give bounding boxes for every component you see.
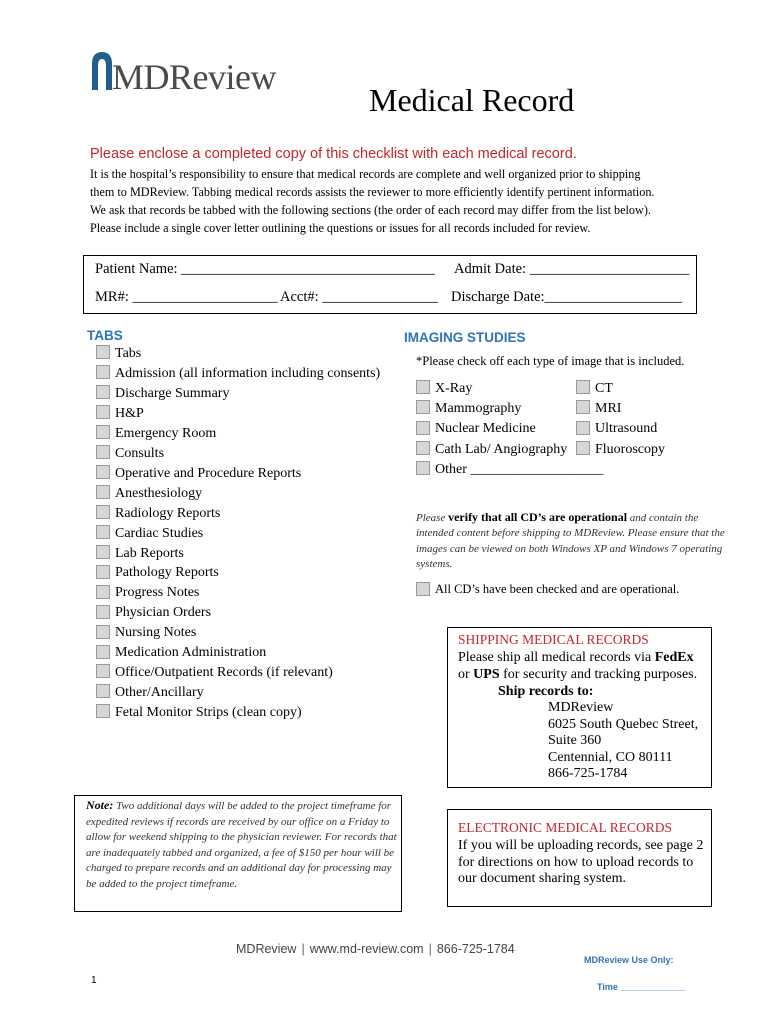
checklist-item-label: Fluoroscopy [595, 441, 665, 457]
checklist-item[interactable] [96, 584, 199, 602]
checklist-item[interactable] [96, 445, 164, 463]
imaging-instruction: *Please check off each type of image that is included. [416, 354, 685, 368]
note-box [74, 795, 402, 912]
checkbox-icon[interactable] [96, 345, 110, 359]
page-number: 1 [91, 975, 97, 986]
checkbox-icon[interactable] [416, 582, 430, 596]
discharge-date-field[interactable]: Discharge Date:___________________ [451, 289, 683, 305]
checklist-item[interactable] [96, 684, 204, 702]
checklist-item[interactable] [96, 525, 203, 543]
checkbox-icon[interactable] [96, 645, 110, 659]
checklist-item-label: Admission (all information including consents) [115, 365, 381, 381]
shipping-box [447, 627, 712, 788]
checklist-item-label: Other/Ancillary [115, 685, 204, 701]
shipping-line-2 [458, 667, 697, 684]
checklist-item-label: Mammography [435, 401, 522, 417]
use-only-label: MDReview Use Only: [584, 955, 674, 965]
checklist-item-label: Consults [115, 445, 165, 461]
shipping-text: Please ship all medical records via [458, 650, 655, 665]
checklist-item-label: Tabs [115, 346, 142, 361]
checklist-item[interactable] [96, 425, 216, 443]
electronic-heading: ELECTRONIC MEDICAL RECORDS [458, 820, 673, 835]
checklist-item[interactable] [96, 365, 380, 383]
shipping-heading: SHIPPING MEDICAL RECORDS [458, 632, 649, 647]
checkbox-icon[interactable] [96, 505, 110, 519]
checkbox-icon[interactable] [576, 400, 590, 414]
electronic-line: our document sharing system. [458, 871, 626, 886]
checklist-item[interactable] [96, 644, 266, 662]
checklist-item[interactable] [96, 704, 302, 722]
checklist-item[interactable] [96, 405, 144, 423]
checklist-item-label: Office/Outpatient Records (if relevant) [115, 665, 333, 681]
checklist-item-label: Cath Lab/ Angiography [435, 441, 568, 457]
checklist-item[interactable] [416, 461, 603, 479]
fedex-text: FedEx [654, 650, 694, 665]
checklist-item-label: Nursing Notes [115, 625, 197, 641]
checkbox-icon[interactable] [416, 421, 430, 435]
tabs-heading: TABS [87, 328, 123, 343]
intro-paragraph [90, 165, 710, 237]
checklist-item[interactable] [96, 664, 333, 682]
cd-note-bold: verify that all CD’s are operational [448, 510, 628, 524]
checklist-item-label: Emergency Room [115, 425, 217, 441]
checklist-item[interactable] [576, 420, 657, 438]
checkbox-icon[interactable] [96, 545, 110, 559]
electronic-text [458, 838, 703, 888]
checklist-item-label: X-Ray [435, 381, 473, 396]
page-title: Medical Record [369, 82, 575, 118]
checklist-item-label: Nuclear Medicine [435, 421, 536, 437]
checklist-item[interactable] [96, 624, 196, 642]
checklist-item-label: Discharge Summary [115, 385, 230, 401]
checklist-item-label: Other ___________________ [435, 461, 604, 477]
intro-line: them to MDReview. Tabbing medical records assists the reviewer to more efficiently identify pertinent information. [90, 185, 655, 199]
address-line: 866-725-1784 [548, 766, 628, 781]
checkbox-icon[interactable] [96, 585, 110, 599]
checkbox-icon[interactable] [96, 565, 110, 579]
checklist-item[interactable] [96, 465, 301, 483]
checklist-item[interactable] [416, 400, 521, 418]
cd-check-label: All CD’s have been checked and are operational. [435, 582, 680, 596]
checklist-item[interactable] [96, 604, 211, 622]
electronic-line: for directions on how to upload records to [458, 854, 694, 870]
logo-text: MDReview [112, 57, 276, 97]
checklist-item[interactable] [576, 400, 621, 418]
checklist-item-label: Lab Reports [115, 545, 184, 561]
footer-company: MDReview [236, 942, 297, 956]
note-label: Note: [86, 798, 114, 812]
checklist-item-label: Cardiac Studies [115, 525, 204, 541]
checkbox-icon[interactable] [416, 380, 430, 394]
checkbox-icon[interactable] [96, 605, 110, 619]
checkbox-icon[interactable] [96, 405, 110, 419]
cd-note-prefix: Please [416, 512, 449, 524]
checkbox-icon[interactable] [96, 625, 110, 639]
subtitle: Please enclose a completed copy of this checklist with each medical record. [90, 146, 577, 162]
mr-number-field[interactable]: MR#: ____________________ [95, 289, 278, 305]
checkbox-icon[interactable] [96, 684, 110, 698]
checkbox-icon[interactable] [96, 525, 110, 539]
patient-name-field[interactable]: Patient Name: ___________________________________ [95, 261, 435, 277]
checklist-item[interactable] [416, 380, 472, 398]
checkbox-icon[interactable] [416, 441, 430, 455]
checklist-item-label: CT [595, 381, 613, 396]
shipping-text: for security and tracking purposes. [499, 667, 698, 682]
imaging-heading: IMAGING STUDIES [404, 330, 526, 345]
checklist-item[interactable] [96, 505, 220, 523]
checklist-item[interactable] [416, 441, 567, 459]
checkbox-icon[interactable] [96, 425, 110, 439]
intro-line: It is the hospital’s responsibility to ensure that medical records are complete and well organized prior to shipping [90, 167, 641, 181]
cd-check-row[interactable] [416, 580, 679, 598]
checklist-item[interactable] [96, 385, 229, 403]
mdreview-logo-icon [90, 46, 114, 92]
footer-website[interactable]: www.md-review.com [309, 942, 424, 956]
checkbox-icon[interactable] [416, 400, 430, 414]
checkbox-icon[interactable] [576, 421, 590, 435]
address-line: 6025 South Quebec Street, [548, 716, 699, 732]
footer-phone: 866-725-1784 [436, 942, 515, 956]
checklist-item[interactable] [96, 545, 184, 563]
checklist-item[interactable] [416, 420, 536, 438]
checklist-item-label: Progress Notes [115, 585, 200, 601]
checkbox-icon[interactable] [96, 465, 110, 479]
cd-note-rest: and contain the intended content before shipping to MDReview. Please ensure that the images can be viewed on both Windows XP and Windows 7 operating systems. [416, 512, 725, 570]
checklist-item-label: MRI [595, 401, 622, 417]
intro-line: We ask that records be tabbed with the following sections (the order of each record may differ from the list below). [90, 203, 651, 217]
address-line: Suite 360 [548, 733, 602, 748]
checklist-item-label: H&P [115, 405, 144, 421]
electronic-line: If you will be uploading records, see page 2 [458, 838, 704, 853]
address-line: Centennial, CO 80111 [548, 749, 673, 765]
ship-to-label: Ship records to: [498, 684, 594, 699]
checkbox-icon[interactable] [416, 461, 430, 475]
cd-verification-note [416, 510, 732, 572]
admit-date-field[interactable]: Admit Date: ______________________ [454, 261, 690, 277]
checklist-item-label: Medication Administration [115, 645, 267, 661]
checkbox-icon[interactable] [96, 385, 110, 399]
checklist-item-label: Fetal Monitor Strips (clean copy) [115, 705, 302, 721]
electronic-records-box [447, 809, 712, 907]
logo [90, 44, 330, 97]
checkbox-icon[interactable] [96, 485, 110, 499]
checkbox-icon[interactable] [576, 380, 590, 394]
note-text [86, 798, 398, 892]
checklist-item[interactable] [576, 441, 665, 459]
patient-info-box [83, 255, 697, 314]
shipping-text: or [458, 667, 474, 682]
shipping-address [548, 700, 698, 783]
checkbox-icon[interactable] [576, 441, 590, 455]
time-field[interactable]: Time _____________ [597, 982, 686, 992]
checkbox-icon[interactable] [96, 365, 110, 379]
address-line: MDReview [548, 700, 614, 715]
checklist-item[interactable] [96, 485, 202, 503]
ups-text: UPS [473, 667, 500, 682]
footer: MDReview | www.md-review.com | 866-725-1784 [236, 942, 515, 956]
checklist-item-label: Anesthesiology [115, 485, 203, 501]
checklist-item-label: Pathology Reports [115, 565, 219, 581]
shipping-line-1 [458, 650, 694, 667]
checkbox-icon[interactable] [96, 445, 110, 459]
intro-line: Please include a single cover letter outlining the questions or issues for all records included for review. [90, 221, 591, 235]
checklist-item[interactable] [576, 380, 613, 398]
checklist-item[interactable] [96, 564, 219, 582]
checkbox-icon[interactable] [96, 664, 110, 678]
checkbox-icon[interactable] [96, 704, 110, 718]
checklist-item-label: Physician Orders [115, 605, 212, 621]
checklist-item-label: Operative and Procedure Reports [115, 465, 302, 481]
note-body: Two additional days will be added to the project timeframe for expedited reviews if records are received by our office on a Friday to allow for weekend shipping to the physician reviewer. For records that are inadequately tabbed and organized, a fee of $150 per hour will be charged to prepare records and an additional day for processing may be added to the project timeframe. [86, 800, 397, 890]
checklist-item-label: Ultrasound [595, 421, 658, 437]
account-number-field[interactable]: Acct#: ________________ [280, 289, 439, 305]
checklist-item-label: Radiology Reports [115, 505, 221, 521]
checklist-item[interactable] [96, 345, 141, 363]
